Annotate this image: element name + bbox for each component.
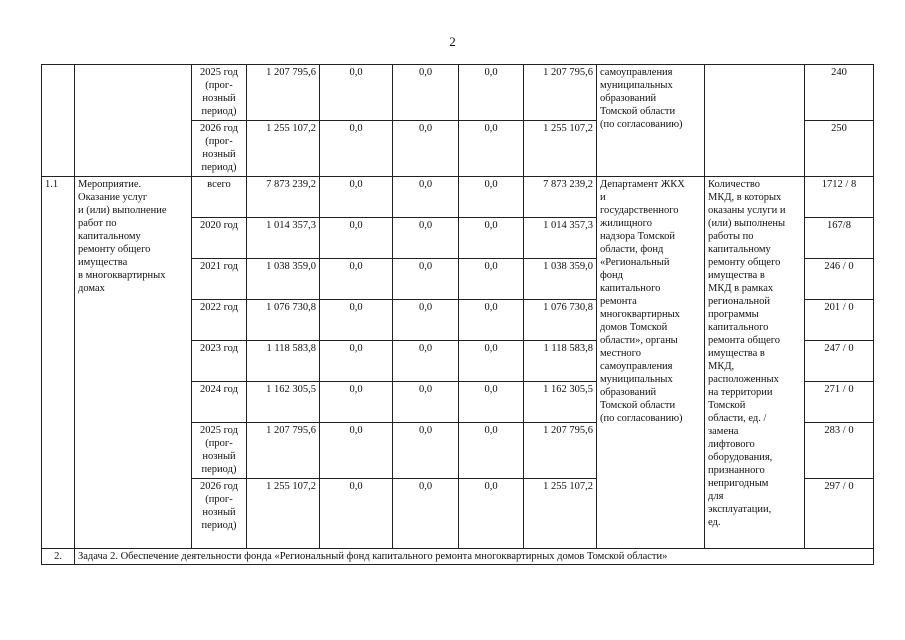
- value-cell: 0,0: [393, 177, 459, 218]
- value-cell: 0,0: [459, 479, 524, 549]
- value-cell: 0,0: [320, 479, 393, 549]
- year-cell: 2026 год (прог- нозный период): [192, 479, 247, 549]
- count-cell: 297 / 0: [805, 479, 874, 549]
- count-cell: 246 / 0: [805, 259, 874, 300]
- total-cell: 1 076 730,8: [247, 300, 320, 341]
- budget-table: [41, 64, 874, 565]
- table-row: [42, 177, 874, 218]
- value-cell: 0,0: [393, 65, 459, 121]
- value-cell: 0,0: [393, 382, 459, 423]
- value-cell: 0,0: [459, 177, 524, 218]
- value-cell: 0,0: [459, 423, 524, 479]
- count-cell: 283 / 0: [805, 423, 874, 479]
- year-cell: 2021 год: [192, 259, 247, 300]
- value-cell: 0,0: [393, 218, 459, 259]
- year-cell: 2026 год (прог- нозный период): [192, 121, 247, 177]
- page-number: 2: [449, 34, 456, 49]
- value-cell: 0,0: [459, 218, 524, 259]
- value-cell: 1 076 730,8: [524, 300, 597, 341]
- indicator-cell: Количество МКД, в которых оказаны услуги и (или) выполнены работы по капитальному ремонту общего имущества в МКД в рамках региональной программы капитального ремонта общего имущества в МКД, расположенных на территории Томской области, ед. / замена лифтового оборудования, признанного непригодным для эксплуатации, ед.: [705, 177, 805, 549]
- value-cell: 1 255 107,2: [524, 479, 597, 549]
- count-cell: 240: [805, 65, 874, 121]
- value-cell: 0,0: [320, 300, 393, 341]
- count-cell: 201 / 0: [805, 300, 874, 341]
- value-cell: 0,0: [320, 218, 393, 259]
- total-cell: 1 255 107,2: [247, 479, 320, 549]
- value-cell: 0,0: [320, 341, 393, 382]
- total-cell: 1 118 583,8: [247, 341, 320, 382]
- count-cell: 1712 / 8: [805, 177, 874, 218]
- value-cell: 0,0: [393, 259, 459, 300]
- total-cell: 1 014 357,3: [247, 218, 320, 259]
- value-cell: 0,0: [393, 300, 459, 341]
- value-cell: 1 014 357,3: [524, 218, 597, 259]
- year-cell: 2020 год: [192, 218, 247, 259]
- year-cell: 2025 год (прог- нозный период): [192, 423, 247, 479]
- value-cell: 1 038 359,0: [524, 259, 597, 300]
- total-cell: 1 255 107,2: [247, 121, 320, 177]
- total-cell: 1 207 795,6: [247, 65, 320, 121]
- count-cell: 167/8: [805, 218, 874, 259]
- value-cell: 0,0: [393, 423, 459, 479]
- value-cell: 7 873 239,2: [524, 177, 597, 218]
- value-cell: 0,0: [393, 341, 459, 382]
- value-cell: 0,0: [320, 259, 393, 300]
- value-cell: 1 255 107,2: [524, 121, 597, 177]
- item-name-cell: [75, 65, 192, 177]
- value-cell: 0,0: [320, 423, 393, 479]
- task-title-cell: Задача 2. Обеспечение деятельности фонда «Региональный фонд капитального ремонта многоквартирных домов Томской области»: [75, 549, 874, 565]
- table-row: [42, 549, 874, 565]
- value-cell: 0,0: [459, 121, 524, 177]
- value-cell: 0,0: [459, 300, 524, 341]
- table-row: [42, 65, 874, 121]
- item-number-cell: [42, 65, 75, 177]
- executor-cell: Департамент ЖКХ и государственного жилищного надзора Томской области, фонд «Региональный фонд капитального ремонта многоквартирных домов Томской области», органы местного самоуправления муниципальных образований Томской области (по согласованию): [597, 177, 705, 549]
- task-number-cell: 2.: [42, 549, 75, 565]
- count-cell: 250: [805, 121, 874, 177]
- value-cell: 0,0: [393, 479, 459, 549]
- year-cell: 2025 год (прог- нозный период): [192, 65, 247, 121]
- total-cell: 1 038 359,0: [247, 259, 320, 300]
- value-cell: 0,0: [320, 121, 393, 177]
- total-cell: 1 207 795,6: [247, 423, 320, 479]
- value-cell: 1 118 583,8: [524, 341, 597, 382]
- value-cell: 0,0: [459, 341, 524, 382]
- value-cell: 1 207 795,6: [524, 65, 597, 121]
- year-cell: 2024 год: [192, 382, 247, 423]
- value-cell: 0,0: [320, 177, 393, 218]
- total-cell: 7 873 239,2: [247, 177, 320, 218]
- value-cell: 0,0: [393, 121, 459, 177]
- year-cell: всего: [192, 177, 247, 218]
- item-name-cell: Мероприятие. Оказание услуг и (или) выполнение работ по капитальному ремонту общего имущества в многоквартирных домах: [75, 177, 192, 549]
- value-cell: 1 207 795,6: [524, 423, 597, 479]
- count-cell: 271 / 0: [805, 382, 874, 423]
- value-cell: 0,0: [320, 382, 393, 423]
- item-number-cell: 1.1: [42, 177, 75, 549]
- value-cell: 0,0: [459, 382, 524, 423]
- value-cell: 1 162 305,5: [524, 382, 597, 423]
- indicator-cell: [705, 65, 805, 177]
- year-cell: 2022 год: [192, 300, 247, 341]
- total-cell: 1 162 305,5: [247, 382, 320, 423]
- value-cell: 0,0: [320, 65, 393, 121]
- executor-cell: самоуправления муниципальных образований Томской области (по согласованию): [597, 65, 705, 177]
- year-cell: 2023 год: [192, 341, 247, 382]
- value-cell: 0,0: [459, 65, 524, 121]
- count-cell: 247 / 0: [805, 341, 874, 382]
- value-cell: 0,0: [459, 259, 524, 300]
